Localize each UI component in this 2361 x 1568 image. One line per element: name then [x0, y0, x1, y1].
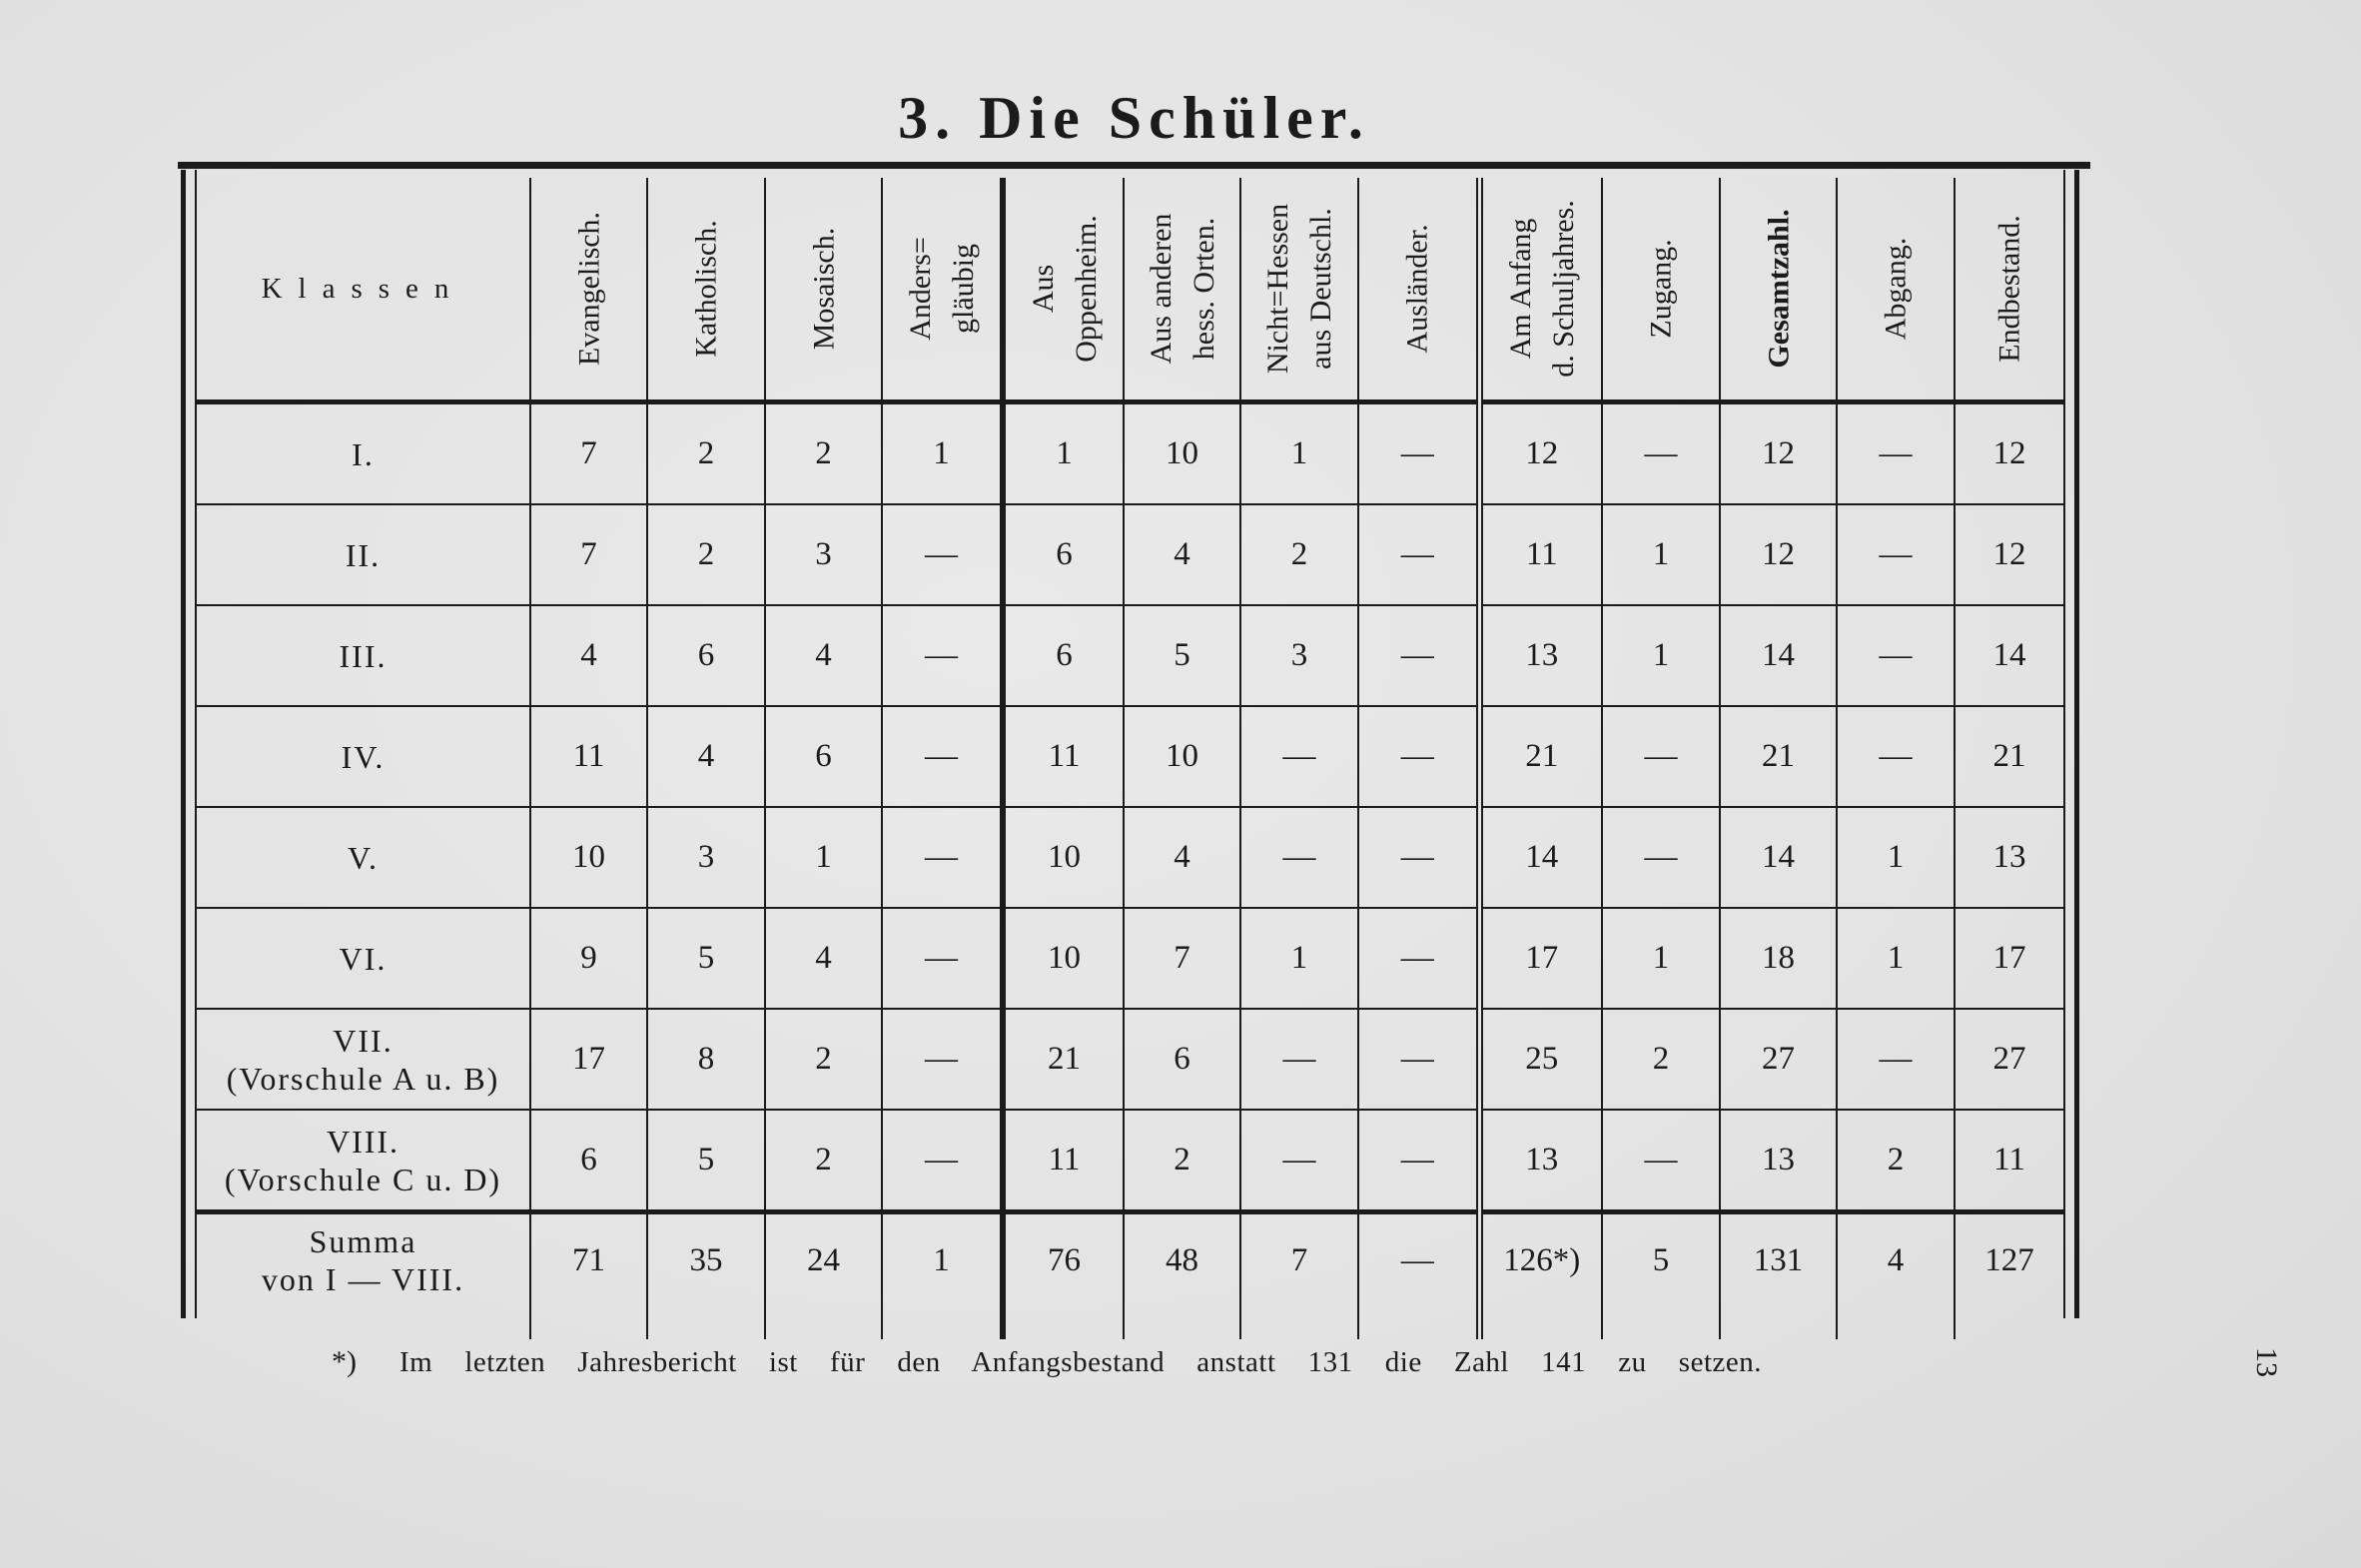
- header-aus-anderen-hess-orten: [1124, 178, 1240, 402]
- cell-aus-oppenheim: 10: [1003, 807, 1124, 908]
- cell-nicht-hessen: 1: [1240, 908, 1358, 1009]
- cell-evangelisch: 4: [530, 605, 647, 706]
- header-line: Evangelisch.: [572, 211, 605, 367]
- cell-aus-oppenheim: 11: [1003, 706, 1124, 807]
- cell-andersglaeubig: —: [882, 1110, 1003, 1212]
- cell-evangelisch: 6: [530, 1110, 647, 1212]
- cell-endbestand: 13: [1955, 807, 2063, 908]
- row-label: [197, 605, 530, 706]
- row-label-line: (Vorschule C u. D): [224, 1161, 502, 1197]
- cell-nicht-hessen: —: [1240, 807, 1358, 908]
- row-label: [197, 1110, 530, 1212]
- header-evangelisch-text: [567, 212, 610, 366]
- cell-andersglaeubig: —: [882, 1009, 1003, 1110]
- cell-aus-oppenheim: 1: [1003, 402, 1124, 505]
- header-line: hess. Orten.: [1186, 217, 1220, 361]
- cell-abgang: —: [1837, 504, 1955, 605]
- cell-mosaisch: 2: [765, 1009, 882, 1110]
- cell-mosaisch: 1: [765, 807, 882, 908]
- cell-am-anfang: 25: [1479, 1009, 1602, 1110]
- cell-mosaisch: 4: [765, 605, 882, 706]
- cell-abgang: 4: [1837, 1212, 1955, 1339]
- cell-am-anfang: 13: [1479, 1110, 1602, 1212]
- footnote-mark: *): [332, 1345, 357, 1378]
- cell-endbestand: 14: [1955, 605, 2063, 706]
- row-label: [197, 1212, 530, 1339]
- header-evangelisch: [530, 178, 647, 402]
- cell-abgang: 1: [1837, 807, 1955, 908]
- cell-evangelisch: 71: [530, 1212, 647, 1339]
- page-number: 13: [2250, 1347, 2283, 1377]
- cell-nicht-hessen: 2: [1240, 504, 1358, 605]
- cell-andersglaeubig: 1: [882, 402, 1003, 505]
- cell-mosaisch: 2: [765, 1110, 882, 1212]
- cell-andersglaeubig: —: [882, 908, 1003, 1009]
- cell-aus-oppenheim: 21: [1003, 1009, 1124, 1110]
- cell-evangelisch: 9: [530, 908, 647, 1009]
- header-line: Anders=: [903, 237, 937, 341]
- header-nicht-hessen-text: [1256, 204, 1342, 374]
- table-row-vii: [197, 1009, 2063, 1110]
- header-mosaisch-text: [802, 228, 845, 351]
- cell-mosaisch: 2: [765, 402, 882, 505]
- row-label: [197, 807, 530, 908]
- header-line: Abgang.: [1879, 237, 1913, 341]
- header-line: Mosaisch.: [807, 227, 840, 351]
- header-zugang: [1602, 178, 1720, 402]
- cell-am-anfang: 14: [1479, 807, 1602, 908]
- row-label-line: I.: [352, 435, 375, 472]
- header-andersglaeubig-text: [899, 237, 985, 341]
- row-label-line: VIII.: [326, 1123, 400, 1160]
- cell-aus-anderen-hess-orten: 2: [1124, 1110, 1240, 1212]
- header-zugang-text: [1640, 239, 1683, 338]
- header-gesamtzahl-text: [1757, 209, 1800, 368]
- cell-mosaisch: 24: [765, 1212, 882, 1339]
- table-row-i: [197, 402, 2063, 505]
- row-label-line: (Vorschule A u. B): [226, 1060, 500, 1097]
- row-label-line: V.: [348, 839, 379, 876]
- cell-gesamtzahl: 18: [1720, 908, 1837, 1009]
- cell-zugang: 2: [1602, 1009, 1720, 1110]
- cell-auslaender: —: [1358, 1110, 1479, 1212]
- page-title: 3. Die Schüler.: [898, 85, 1370, 151]
- header-auslaender: [1358, 178, 1479, 402]
- row-label-line: III.: [339, 637, 388, 674]
- cell-andersglaeubig: —: [882, 807, 1003, 908]
- table-top-rule: [178, 162, 2090, 169]
- cell-evangelisch: 17: [530, 1009, 647, 1110]
- table-right-border: [2063, 170, 2079, 1318]
- cell-gesamtzahl: 131: [1720, 1212, 1837, 1339]
- cell-nicht-hessen: —: [1240, 706, 1358, 807]
- cell-am-anfang: 11: [1479, 504, 1602, 605]
- cell-am-anfang: 12: [1479, 402, 1602, 505]
- cell-katholisch: 6: [647, 605, 765, 706]
- cell-aus-anderen-hess-orten: 4: [1124, 504, 1240, 605]
- cell-abgang: —: [1837, 402, 1955, 505]
- pupil-statistics-table: [197, 178, 2063, 1339]
- cell-gesamtzahl: 13: [1720, 1110, 1837, 1212]
- cell-auslaender: —: [1358, 504, 1479, 605]
- cell-endbestand: 127: [1984, 1241, 2034, 1278]
- cell-aus-anderen-hess-orten: 10: [1124, 706, 1240, 807]
- header-klassen-label: Klassen: [261, 272, 465, 305]
- cell-aus-anderen-hess-orten: 4: [1124, 807, 1240, 908]
- cell-evangelisch: 10: [530, 807, 647, 908]
- cell-andersglaeubig: —: [882, 504, 1003, 605]
- header-mosaisch: [765, 178, 882, 402]
- header-line: Gesamtzahl.: [1762, 209, 1795, 369]
- header-am-anfang: [1479, 178, 1602, 402]
- cell-auslaender: —: [1358, 605, 1479, 706]
- header-line: gläubig: [946, 244, 980, 335]
- table-row-v: [197, 807, 2063, 908]
- cell-andersglaeubig: —: [882, 605, 1003, 706]
- cell-zugang: —: [1602, 1110, 1720, 1212]
- cell-aus-anderen-hess-orten: 10: [1124, 402, 1240, 505]
- cell-am-anfang: 17: [1479, 908, 1602, 1009]
- cell-mosaisch: 6: [765, 706, 882, 807]
- row-label: [197, 402, 530, 505]
- cell-mosaisch: 3: [765, 504, 882, 605]
- header-abgang-text: [1875, 238, 1918, 340]
- cell-aus-oppenheim: 11: [1003, 1110, 1124, 1212]
- header-line: d. Schuljahres.: [1546, 200, 1580, 378]
- cell-gesamtzahl: 27: [1720, 1009, 1837, 1110]
- cell-abgang: —: [1837, 706, 1955, 807]
- cell-aus-anderen-hess-orten: 6: [1124, 1009, 1240, 1110]
- table-row-viii: [197, 1110, 2063, 1212]
- table-row-summa: [197, 1212, 2063, 1339]
- row-label-line: von I — VIII.: [261, 1261, 465, 1298]
- header-nicht-hessen: [1240, 178, 1358, 402]
- cell-zugang: 1: [1602, 605, 1720, 706]
- cell-aus-oppenheim: 10: [1003, 908, 1124, 1009]
- cell-aus-oppenheim: 6: [1003, 504, 1124, 605]
- cell-katholisch: 4: [647, 706, 765, 807]
- cell-aus-oppenheim: 76: [1003, 1212, 1124, 1339]
- cell-auslaender: —: [1358, 1212, 1479, 1339]
- row-label-line: IV.: [341, 738, 386, 775]
- cell-auslaender: —: [1358, 908, 1479, 1009]
- cell-katholisch: 2: [647, 402, 765, 505]
- row-label: [197, 1009, 530, 1110]
- cell-katholisch: 35: [647, 1212, 765, 1339]
- cell-endbestand: 21: [1955, 706, 2063, 807]
- cell-zugang: —: [1602, 402, 1720, 505]
- cell-zugang: —: [1602, 807, 1720, 908]
- cell-nicht-hessen: —: [1240, 1009, 1358, 1110]
- header-row: [197, 178, 2063, 402]
- cell-aus-anderen-hess-orten: 7: [1124, 908, 1240, 1009]
- cell-aus-oppenheim: 6: [1003, 605, 1124, 706]
- cell-katholisch: 5: [647, 1110, 765, 1212]
- cell-aus-anderen-hess-orten: 48: [1124, 1212, 1240, 1339]
- cell-nicht-hessen: 7: [1240, 1212, 1358, 1339]
- header-aus-anderen-hess-orten-text: [1140, 214, 1225, 365]
- header-line: Ausländer.: [1400, 224, 1434, 354]
- header-aus-oppenheim-text: [1022, 215, 1108, 362]
- table-row-iii: [197, 605, 2063, 706]
- cell-endbestand: 12: [1955, 402, 2063, 505]
- header-gesamtzahl: [1720, 178, 1837, 402]
- cell-katholisch: 3: [647, 807, 765, 908]
- cell-gesamtzahl: 14: [1720, 807, 1837, 908]
- cell-am-anfang: 21: [1479, 706, 1602, 807]
- header-katholisch-text: [685, 220, 728, 357]
- header-line: Katholisch.: [689, 220, 723, 358]
- cell-evangelisch: 7: [530, 402, 647, 505]
- cell-endbestand: 11: [1955, 1110, 2063, 1212]
- cell-endbestand: 17: [1955, 908, 2063, 1009]
- table-row-vi: [197, 908, 2063, 1009]
- row-label-line: VI.: [339, 940, 388, 977]
- row-label-line: VII.: [333, 1022, 394, 1059]
- header-line: Endbestand.: [1992, 215, 2026, 363]
- cell-gesamtzahl: 12: [1720, 402, 1837, 505]
- cell-gesamtzahl: 21: [1720, 706, 1837, 807]
- cell-am-anfang: 13: [1479, 605, 1602, 706]
- header-klassen: [197, 178, 530, 402]
- header-am-anfang-text: [1499, 200, 1585, 377]
- cell-abgang: 2: [1837, 1110, 1955, 1212]
- cell-katholisch: 5: [647, 908, 765, 1009]
- header-line: aus Deutschl.: [1304, 208, 1337, 370]
- header-abgang: [1837, 178, 1955, 402]
- cell-andersglaeubig: —: [882, 706, 1003, 807]
- header-line: Oppenheim.: [1069, 215, 1103, 363]
- cell-mosaisch: 4: [765, 908, 882, 1009]
- cell-gesamtzahl: 12: [1720, 504, 1837, 605]
- cell-auslaender: —: [1358, 1009, 1479, 1110]
- row-label-line: Summa: [309, 1223, 417, 1260]
- cell-abgang: —: [1837, 1009, 1955, 1110]
- header-katholisch: [647, 178, 765, 402]
- header-line: Nicht=Hessen: [1261, 203, 1294, 375]
- cell-andersglaeubig: 1: [882, 1212, 1003, 1339]
- cell-evangelisch: 7: [530, 504, 647, 605]
- cell-endbestand: 27: [1955, 1009, 2063, 1110]
- cell-gesamtzahl: 14: [1720, 605, 1837, 706]
- cell-auslaender: —: [1358, 706, 1479, 807]
- cell-zugang: —: [1602, 706, 1720, 807]
- row-label-line: II.: [345, 536, 382, 573]
- cell-am-anfang: 126*): [1479, 1212, 1602, 1339]
- row-label: [197, 908, 530, 1009]
- header-line: Aus: [1026, 264, 1060, 314]
- cell-zugang: 5: [1602, 1212, 1720, 1339]
- cell-nicht-hessen: 1: [1240, 402, 1358, 505]
- table-row-ii: [197, 504, 2063, 605]
- header-line: Am Anfang: [1503, 218, 1537, 360]
- header-andersglaeubig: [882, 178, 1003, 402]
- header-endbestand-text: [1988, 215, 2031, 362]
- cell-aus-anderen-hess-orten: 5: [1124, 605, 1240, 706]
- cell-katholisch: 8: [647, 1009, 765, 1110]
- cell-abgang: —: [1837, 605, 1955, 706]
- cell-nicht-hessen: 3: [1240, 605, 1358, 706]
- row-label: [197, 504, 530, 605]
- row-label: [197, 706, 530, 807]
- cell-abgang: 1: [1837, 908, 1955, 1009]
- cell-endbestand: 12: [1955, 504, 2063, 605]
- header-line: Zugang.: [1644, 239, 1678, 339]
- header-auslaender-text: [1396, 224, 1439, 353]
- table-row-iv: [197, 706, 2063, 807]
- header-endbestand: [1955, 178, 2063, 402]
- cell-evangelisch: 11: [530, 706, 647, 807]
- cell-zugang: 1: [1602, 504, 1720, 605]
- footnote-text: Im letzten Jahresbericht ist für den Anfangsbestand anstatt 131 die Zahl 141 zu setzen.: [399, 1346, 1762, 1378]
- header-aus-oppenheim: [1003, 178, 1124, 402]
- header-line: Aus anderen: [1144, 213, 1178, 365]
- cell-auslaender: —: [1358, 402, 1479, 505]
- cell-nicht-hessen: —: [1240, 1110, 1358, 1212]
- table-left-border: [181, 170, 197, 1318]
- cell-katholisch: 2: [647, 504, 765, 605]
- cell-zugang: 1: [1602, 908, 1720, 1009]
- cell-auslaender: —: [1358, 807, 1479, 908]
